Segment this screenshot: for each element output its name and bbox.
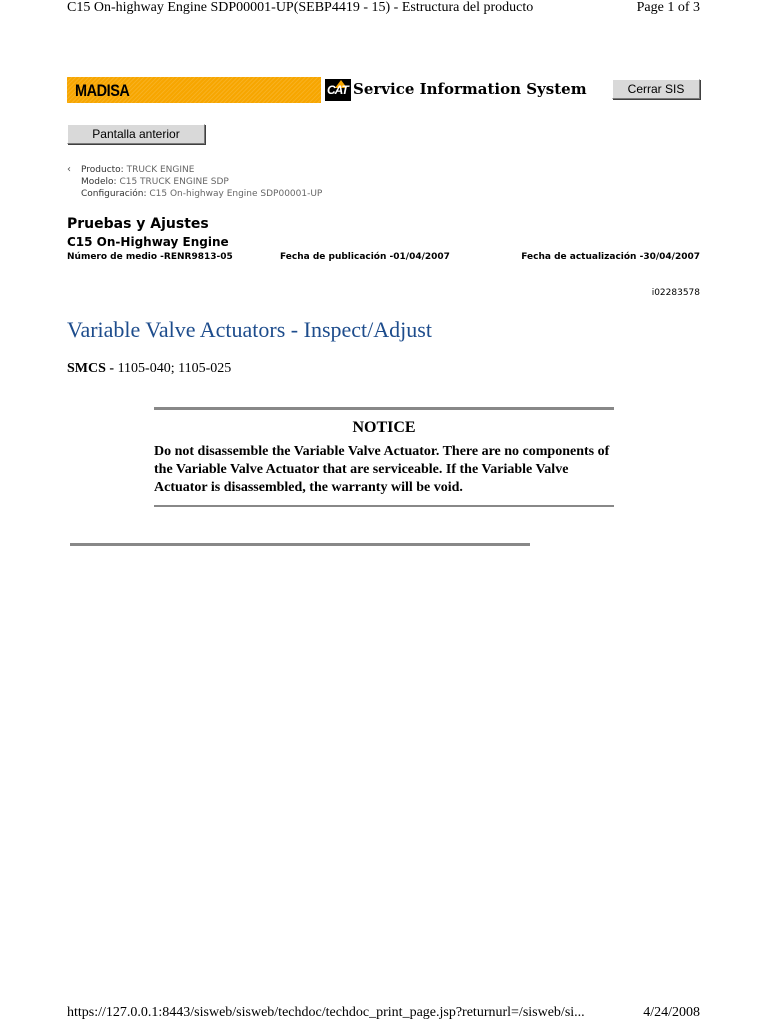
print-header-title: C15 On-highway Engine SDP00001-UP(SEBP4419 - 15) - Estructura del producto <box>67 0 534 15</box>
document-id: i02283578 <box>651 288 700 298</box>
print-footer-url: https://127.0.0.1:8443/sisweb/sisweb/techdoc/techdoc_print_page.jsp?returnurl=/sisweb/si... <box>67 1005 585 1020</box>
update-date: Fecha de actualización -30/04/2007 <box>521 252 700 262</box>
smcs-codes <box>67 361 231 377</box>
cat-logo-icon <box>325 79 351 101</box>
system-title: Service Information System <box>353 80 587 98</box>
section-title: Pruebas y Ajustes <box>67 216 209 232</box>
back-button[interactable]: Pantalla anterior <box>67 124 205 144</box>
dealer-brand-name: MADISA <box>75 81 130 100</box>
print-header-page: Page 1 of 3 <box>636 0 700 15</box>
cat-logo-text: CAT <box>327 83 348 97</box>
notice-divider-bottom <box>154 505 614 507</box>
close-sis-button[interactable]: Cerrar SIS <box>612 79 700 99</box>
dealer-brand-bar <box>67 77 321 103</box>
smcs-label: SMCS - <box>67 361 115 376</box>
smcs-value: 1105-040; 1105-025 <box>117 361 232 376</box>
page-title: Variable Valve Actuators - Inspect/Adjust <box>67 317 432 342</box>
section-subtitle: C15 On-Highway Engine <box>67 235 229 249</box>
breadcrumb-configuration: Configuración: C15 On-highway Engine SDP00001-UP <box>81 189 323 199</box>
media-number: Número de medio -RENR9813-05 <box>67 252 233 262</box>
breadcrumb <box>67 164 322 200</box>
breadcrumb-model: Modelo: C15 TRUCK ENGINE SDP <box>81 177 229 187</box>
publication-date: Fecha de publicación -01/04/2007 <box>280 252 450 262</box>
notice-divider-top <box>154 407 614 410</box>
content-end-divider <box>70 543 530 546</box>
chevron-left-icon[interactable]: ‹ <box>67 164 71 175</box>
notice-heading: NOTICE <box>352 419 416 436</box>
print-footer-date: 4/24/2008 <box>643 1005 700 1020</box>
sis-banner <box>67 77 701 103</box>
notice-text: Do not disassemble the Variable Valve Actuator. There are no components of the Variable Valve Actuator that are serviceable. If the Variable Valve Actuator is disassembled, the warranty will be void. <box>154 444 610 495</box>
breadcrumb-product: Producto: TRUCK ENGINE <box>81 165 195 175</box>
